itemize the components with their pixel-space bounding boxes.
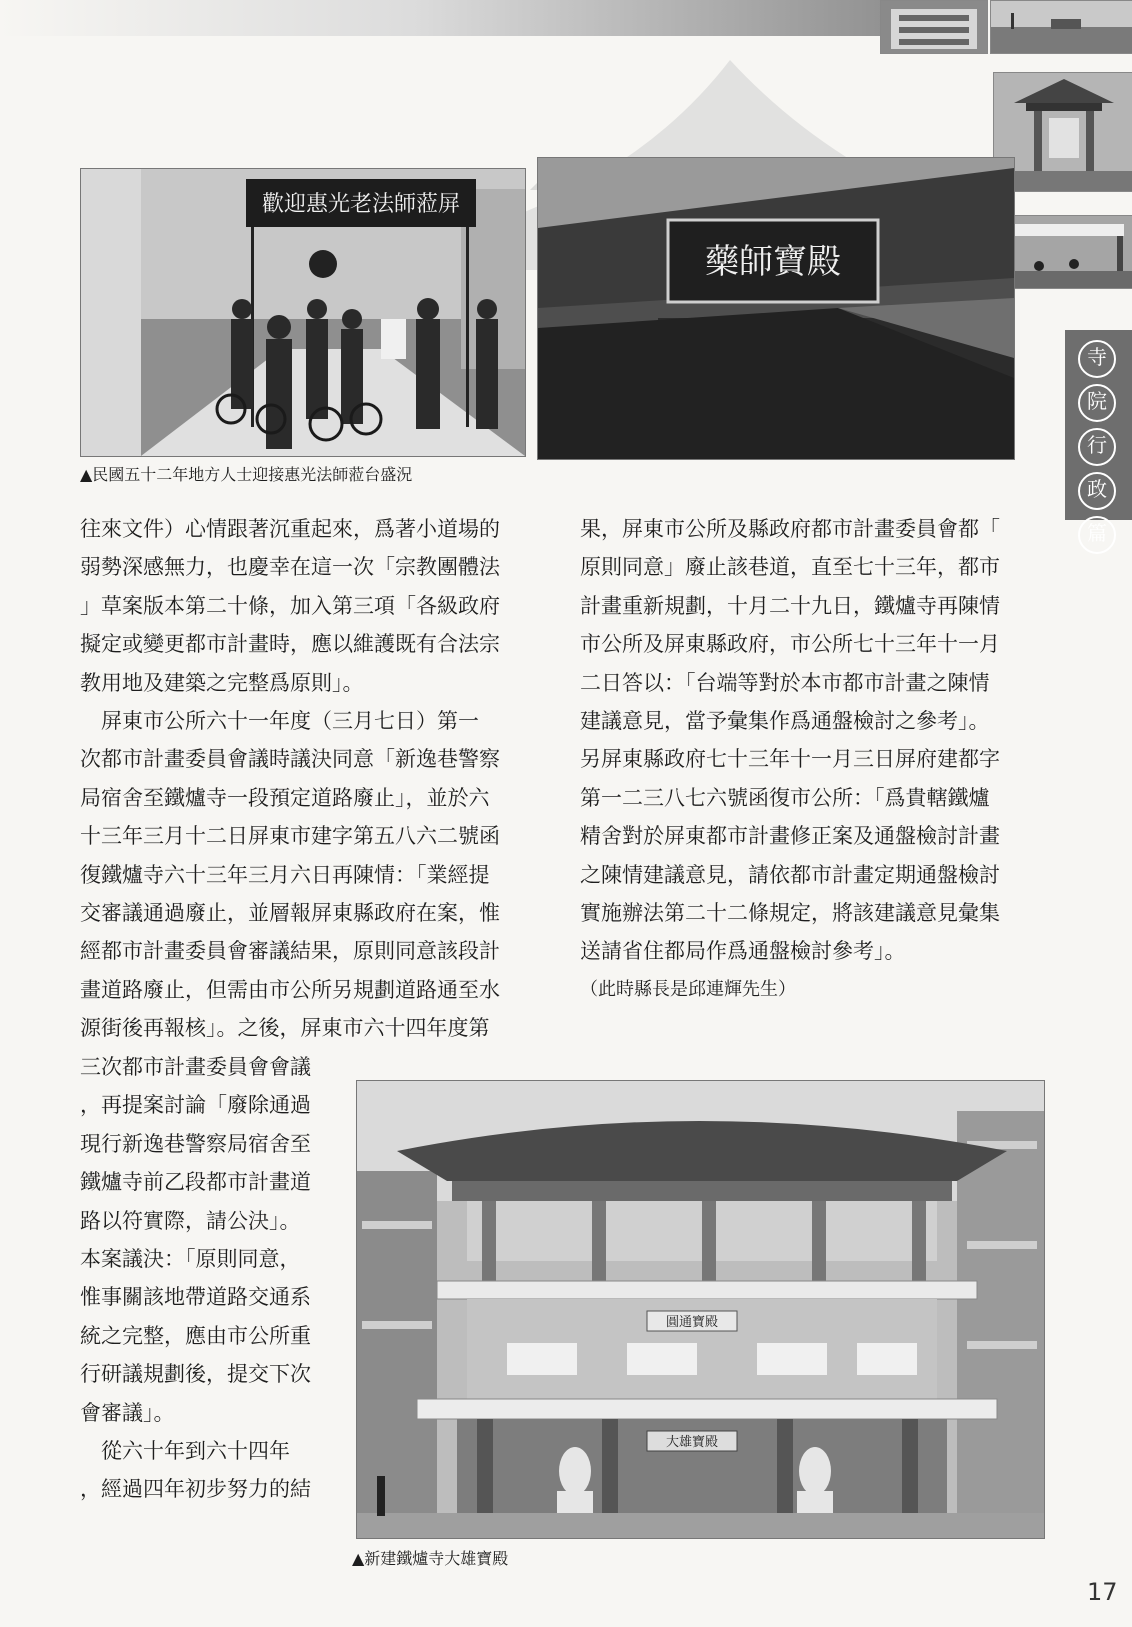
page-number: 17 (1087, 1578, 1118, 1606)
left-narrow-text-column (80, 1048, 311, 1509)
text-line: 弱勢深感無力，也慶幸在這一次「宗教團體法 (80, 555, 500, 580)
text-line: 之陳情建議意見，請依都市計畫定期通盤檢討 (580, 862, 1000, 887)
text-line: 往來文件）心情跟著沉重起來，爲著小道場的 (80, 517, 500, 541)
photo-welcome-procession (80, 168, 526, 457)
text-line: 從六十年到六十四年 (80, 1439, 290, 1464)
text-line: 計畫重新規劃，十月二十九日，鐵爐寺再陳情 (580, 593, 1000, 618)
side-tab-char: 寺 (1078, 340, 1116, 378)
section-side-tab-labels (1078, 340, 1118, 560)
text-line: 」草案版本第二十條，加入第三項「各級政府 (80, 593, 500, 618)
header-gradient-band (0, 0, 915, 36)
right-text-column (580, 510, 1000, 1009)
text-line: 次都市計畫委員會議時議決同意「新逸巷警察 (80, 747, 500, 772)
text-line: 建議意見，當予彙集作爲通盤檢討之參考」。 (580, 709, 990, 734)
thumbnail-building-1 (880, 0, 988, 54)
side-tab-char: 院 (1078, 384, 1116, 422)
text-line: 擬定或變更都市計畫時，應以維護既有合法宗 (80, 632, 500, 657)
text-line: 送請省住都局作爲通盤檢討參考」。 (580, 939, 906, 964)
banner-text: 歡迎惠光老法師蒞屏 (261, 192, 461, 217)
side-tab-char: 篇 (1078, 516, 1116, 554)
text-line: 另屏東縣政府七十三年十一月三日屏府建都字 (580, 747, 1000, 772)
text-line: 精舍對於屏東都市計畫修正案及通盤檢討計畫 (580, 824, 1000, 849)
text-line: 局宿舍至鐵爐寺一段預定道路廢止」，並於六 (80, 785, 490, 810)
text-line: 交審議通過廢止，並層報屏東縣政府在案，惟 (80, 901, 500, 926)
text-line: 鐵爐寺前乙段都市計畫道 (80, 1170, 311, 1195)
text-line: 源街後再報核」。之後，屏東市六十四年度第 (80, 1016, 490, 1041)
text-line: 復鐵爐寺六十三年三月六日再陳情：「業經提 (80, 862, 490, 887)
text-line: ，經過四年初步努力的結 (80, 1477, 311, 1502)
text-line: 原則同意」廢止該巷道，直至七十三年，都市 (580, 555, 1000, 580)
side-tab-char: 政 (1078, 472, 1116, 510)
text-line: 行研議規劃後，提交下次 (80, 1362, 311, 1387)
text-line: 畫道路廢止，但需由市公所另規劃道路通至水 (80, 977, 500, 1002)
plaque-text: 圓通寶殿 (665, 1315, 719, 1330)
thumbnail-field (990, 0, 1132, 54)
text-line: 二日答以：「台端等對於本市都市計畫之陳情 (580, 670, 990, 695)
left-text-column (80, 510, 500, 1048)
side-tab-char: 行 (1078, 428, 1116, 466)
text-line: ，再提案討論「廢除通過 (80, 1093, 311, 1118)
text-line: 實施辦法第二十二條規定，將該建議意見彙集 (580, 901, 1000, 926)
text-line: （此時縣長是邱連輝先生） (580, 978, 796, 1000)
photo-caption-main-hall: ▲新建鐵爐寺大雄寶殿 (352, 1549, 509, 1568)
photo-caption-procession: ▲民國五十二年地方人士迎接惠光法師蒞台盛況 (80, 465, 413, 484)
text-line: 經都市計畫委員會審議結果，原則同意該段計 (80, 939, 500, 964)
text-line: 惟事關該地帶道路交通系 (80, 1285, 311, 1310)
text-line: 果，屏東市公所及縣政府都市計畫委員會都「 (580, 517, 1000, 541)
text-line: 教用地及建築之完整爲原則」。 (80, 670, 364, 695)
text-line: 現行新逸巷警察局宿舍至 (80, 1131, 311, 1156)
text-line: 會審議」。 (80, 1400, 175, 1425)
photo-new-main-hall (356, 1080, 1045, 1539)
plaque-text: 藥師寶殿 (705, 242, 841, 282)
text-line: 三次都市計畫委員會會議 (80, 1055, 311, 1079)
photo-medicine-buddha-plaque (537, 157, 1015, 460)
text-line: 十三年三月十二日屏東市建字第五八六二號函 (80, 824, 500, 849)
plaque-text: 大雄寶殿 (665, 1435, 719, 1450)
text-line: 屏東市公所六十一年度（三月七日）第一 (80, 709, 479, 734)
text-line: 第一二三八七六號函復市公所：「爲貴轄鐵爐 (580, 785, 990, 810)
text-line: 路以符實際，請公決」。 (80, 1208, 301, 1233)
text-line: 統之完整，應由市公所重 (80, 1323, 311, 1348)
text-line: 本案議決：「原則同意， (80, 1247, 301, 1272)
text-line: 市公所及屏東縣政府，市公所七十三年十一月 (580, 632, 1000, 657)
